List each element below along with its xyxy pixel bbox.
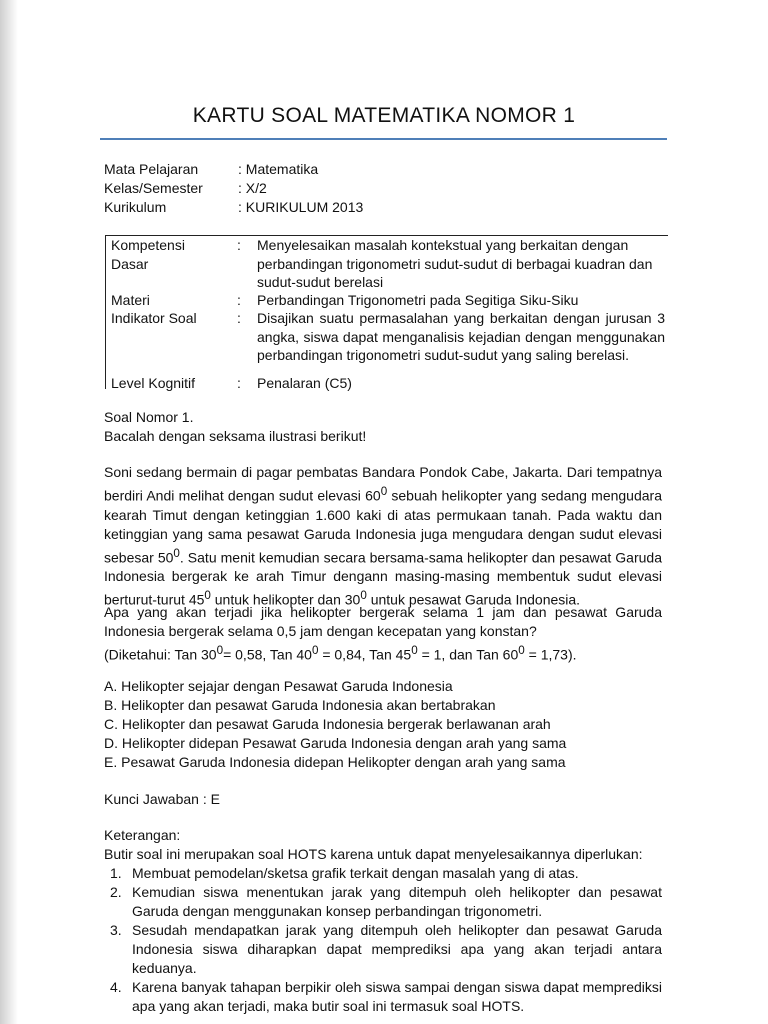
story-text: untuk helikopter dan 30 <box>210 591 361 608</box>
list-item <box>104 864 662 883</box>
meta-block <box>104 160 363 217</box>
story-text: untuk pesawat Garuda Indonesia. <box>366 591 581 608</box>
degree-sup: 0 <box>311 644 319 657</box>
soal-given <box>104 641 662 665</box>
degree-sup: 0 <box>411 644 418 657</box>
meta-key: Kurikulum <box>104 199 167 215</box>
option-b: B. Helikopter dan pesawat Garuda Indonesia akan bertabrakan <box>104 697 496 713</box>
story-text: . Satu menit kemudian secara bersama-sama helikopter dan pesawat Garuda Indonesia bergerak ke arah Timur dengann masing-masing membentuk sudut elevasi berturut-turut 45 <box>104 549 662 608</box>
degree-sup: 0 <box>380 485 388 498</box>
list-item <box>104 978 662 1016</box>
info-colon: : <box>237 310 241 326</box>
list-item <box>104 883 662 921</box>
given-text: = 0,84, Tan 45 <box>318 646 412 663</box>
meta-value: : KURIKULUM 2013 <box>238 199 364 215</box>
info-value: Perbandingan Trigonometri pada Segitiga Siku-Siku <box>257 292 579 308</box>
soal-heading: Soal Nomor 1. <box>104 409 194 425</box>
meta-value: : Matematika <box>238 161 319 177</box>
info-key: Indikator Soal <box>111 310 197 326</box>
list-text: Karena banyak tahapan berpikir oleh siswa sampai dengan siswa dapat memprediksi apa yang akan terjadi, maka butir soal ini termasuk soal HOTS. <box>132 979 662 1014</box>
option-e: E. Pesawat Garuda Indonesia didepan Helikopter dengan arah yang sama <box>104 754 566 770</box>
list-number: 2. <box>110 884 122 900</box>
info-key: Level Kognitif <box>111 375 196 391</box>
story-text: Soni sedang bermain di pagar pembatas Bandara Pondok Cabe, Jakarta. Dari tempatnya berdiri Andi melihat dengan sudut elevasi 60 <box>104 464 662 504</box>
meta-row-mapel <box>104 160 363 179</box>
list-text: Sesudah mendapatkan jarak yang ditempuh oleh helikopter dan pesawat Garuda Indonesia siswa diharapkan dapat memprediksi apa yang akan terjadi antara keduanya. <box>132 922 662 976</box>
list-text: Membuat pemodelan/sketsa grafik terkait dengan masalah yang di atas. <box>132 865 579 881</box>
info-key <box>106 236 237 292</box>
info-key-line: Kompetensi <box>111 237 185 253</box>
page-title: KARTU SOAL MATEMATIKA NOMOR 1 <box>192 104 576 127</box>
meta-value: : X/2 <box>238 180 267 196</box>
soal-question-block <box>104 603 662 665</box>
answer-options <box>104 677 662 772</box>
info-table <box>105 235 668 389</box>
given-text: = 1,73). <box>524 646 577 663</box>
given-text: (Diketahui: Tan 30 <box>104 646 217 663</box>
option-a: A. Helikopter sejajar dengan Pesawat Garuda Indonesia <box>104 678 453 694</box>
degree-sup: 0 <box>360 589 367 603</box>
list-item <box>104 921 662 978</box>
title-underline <box>100 138 667 140</box>
info-row-materi <box>106 291 665 310</box>
list-number: 3. <box>110 922 122 938</box>
info-key-line: Dasar <box>111 255 149 272</box>
meta-key: Kelas/Semester <box>104 180 203 196</box>
degree-sup: 0 <box>173 546 180 560</box>
degree-sup: 0 <box>216 644 224 657</box>
list-text: Kemudian siswa menentukan jarak yang ditempuh oleh helikopter dan pesawat Garuda dengan menggunakan konsep perbandingan trigonometri. <box>132 884 662 919</box>
option-c: C. Helikopter dan pesawat Garuda Indonesia bergerak berlawanan arah <box>104 716 551 732</box>
option-d: D. Helikopter didepan Pesawat Garuda Indonesia dengan arah yang sama <box>104 735 567 751</box>
info-colon: : <box>237 237 241 253</box>
given-text: = 0,58, Tan 40 <box>223 646 312 663</box>
soal-question: Apa yang akan terjadi jika helikopter bergerak selama 1 jam dan pesawat Garuda Indonesia bergerak selama 0,5 jam dengan kecepatan yang konstan? <box>104 604 662 639</box>
list-number: 4. <box>110 979 122 995</box>
info-key: Materi <box>111 292 150 308</box>
soal-heading-block <box>104 408 662 446</box>
degree-sup: 0 <box>518 644 525 657</box>
meta-key: Mata Pelajaran <box>104 161 199 177</box>
soal-instruction: Bacalah dengan seksama ilustrasi berikut! <box>104 428 367 444</box>
story-text: sebuah helikopter yang sedang mengudara kearah Timut dengan ketinggian 1.600 kaki di atas permukaan tanah. Pada waktu dan ketinggian yang sama pesawat Garuda Indonesia juga mengudara dengan sudut elevasi sebesar 50 <box>104 487 662 566</box>
meta-row-kelas <box>104 179 363 198</box>
given-text: = 1, dan Tan 60 <box>417 646 519 663</box>
answer-key: Kunci Jawaban : E <box>104 791 220 807</box>
degree-sup: 0 <box>204 589 211 603</box>
info-row-indikator <box>106 309 665 365</box>
info-value: Disajikan suatu permasalahan yang berkaitan dengan jurusan 3 angka, siswa dapat menganalisis kejadian dengan menggunakan perbandingan trigonometri sudut-sudut yang saling berelasi. <box>257 310 665 363</box>
list-number: 1. <box>110 865 122 881</box>
info-value: Menyelesaikan masalah kontekstual yang berkaitan dengan perbandingan trigonometri sudut-sudut di berbagai kuadran dan sudut-sudut berelasi <box>257 237 653 290</box>
info-value: Penalaran (C5) <box>257 375 352 391</box>
keterangan-heading: Keterangan: <box>104 827 181 843</box>
info-row-kompetensi <box>106 236 665 292</box>
soal-story <box>104 463 662 610</box>
keterangan-intro: Butir soal ini merupakan soal HOTS karena untuk dapat menyelesaikannya diperlukan: <box>104 846 643 862</box>
info-colon: : <box>237 292 241 308</box>
info-colon: : <box>237 375 241 391</box>
info-row-level <box>106 374 665 393</box>
meta-row-kurikulum <box>104 198 363 217</box>
keterangan-block <box>104 826 662 1016</box>
